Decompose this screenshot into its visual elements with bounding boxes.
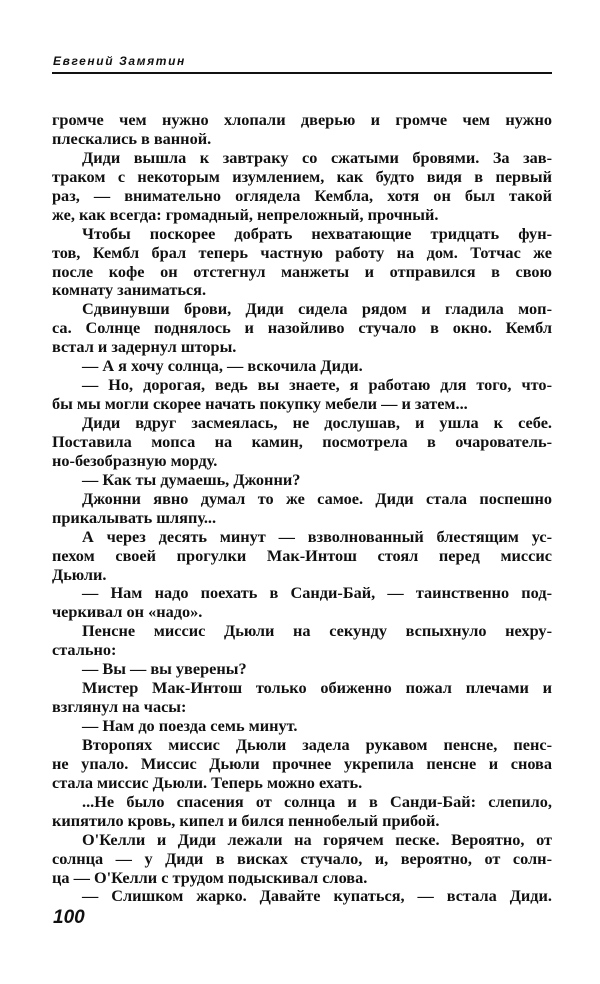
text-line: Мистер Мак-Интош только обиженно пожал плечами и bbox=[82, 678, 552, 698]
text-line: черкивал он «надо». bbox=[52, 602, 203, 622]
text-line: Дьюли. bbox=[52, 564, 107, 584]
text-line: — Нам до поезда семь минут. bbox=[82, 716, 298, 735]
paragraph bbox=[52, 225, 552, 301]
text-line: О'Келли и Диди лежали на горячем песке. Вероятно, от bbox=[82, 829, 552, 849]
paragraph bbox=[52, 679, 552, 717]
text-line: же, как всегда: громадный, непреложный, прочный. bbox=[52, 204, 439, 224]
text-line: — Нам надо поехать в Санди-Бай, — таинственно под- bbox=[82, 583, 552, 603]
paragraph bbox=[52, 300, 552, 357]
text-line: бы мы могли скорее начать покупку мебели — и затем... bbox=[52, 394, 468, 414]
paragraph bbox=[52, 376, 552, 414]
page-body-text bbox=[52, 111, 552, 906]
paragraph bbox=[52, 660, 552, 679]
text-line: — Как ты думаешь, Джонни? bbox=[82, 469, 301, 489]
text-line: пехом своей прогулки Мак-Интош стоял перед миссис bbox=[52, 545, 552, 565]
text-line: Сдвинувши брови, Диди сидела рядом и гладила моп- bbox=[82, 299, 552, 319]
text-line: Джонни явно думал то же самое. Диди стала поспешно bbox=[82, 488, 552, 508]
paragraph bbox=[52, 414, 552, 471]
text-line: солнца — у Диди в висках стучало, и, вероятно, от солн- bbox=[52, 848, 552, 868]
header-rule bbox=[52, 72, 552, 74]
paragraph bbox=[52, 622, 552, 660]
text-line: комнату заниматься. bbox=[52, 280, 207, 300]
text-line: плескались в ванной. bbox=[52, 128, 212, 148]
text-line: — Вы — вы уверены? bbox=[82, 659, 247, 679]
paragraph bbox=[52, 528, 552, 585]
text-line: Диди вдруг засмеялась, не дослушав, и ушла к себе. bbox=[82, 413, 552, 432]
text-line: Чтобы поскорее добрать нехватающие тридцать фун- bbox=[82, 223, 552, 243]
paragraph bbox=[52, 736, 552, 793]
paragraph bbox=[52, 717, 552, 736]
paragraph bbox=[52, 357, 552, 376]
text-line: са. Солнце поднялось и назойливо стучало в окно. Кембл bbox=[52, 318, 552, 338]
text-line: Поставила мопса на камин, посмотрела в очарователь- bbox=[52, 431, 552, 451]
page-number: 100 bbox=[53, 907, 85, 928]
text-line: не упало. Миссис Дьюли прочнее укрепила пенсне и снова bbox=[52, 753, 552, 773]
text-line: Пенсне миссис Дьюли на секунду вспыхнуло нехру- bbox=[82, 621, 552, 641]
text-line: стала миссис Дьюли. Теперь можно ехать. bbox=[52, 772, 363, 792]
text-line: — А я хочу солнца, — вскочила Диди. bbox=[82, 356, 363, 376]
text-line: но-безобразную морду. bbox=[52, 450, 218, 470]
paragraph bbox=[52, 490, 552, 528]
text-line: кипятило кровь, кипел и бился пеннобелый прибой. bbox=[52, 810, 440, 830]
running-header-author: Евгений Замятин bbox=[53, 54, 186, 68]
text-line: траком с некоторым изумлением, как будто видя в первый bbox=[52, 166, 552, 186]
text-line: — Но, дорогая, ведь вы знаете, я работаю для того, что- bbox=[82, 375, 552, 395]
paragraph bbox=[52, 584, 552, 622]
paragraph bbox=[52, 831, 552, 888]
text-line: тов, Кембл брал теперь частную работу на дом. Тотчас же bbox=[52, 242, 552, 262]
text-line: после кофе он отстегнул манжеты и отправился в свою bbox=[52, 261, 552, 281]
text-line: раз, — внимательно оглядела Кембла, хотя он был такой bbox=[52, 185, 552, 205]
text-line: встал и задернул шторы. bbox=[52, 337, 237, 357]
text-line: — Слишком жарко. Давайте купаться, — встала Диди. bbox=[82, 886, 552, 906]
paragraph bbox=[52, 111, 552, 149]
text-line: ...Не было спасения от солнца и в Санди-Бай: слепило, bbox=[82, 791, 552, 811]
text-line: взглянул на часы: bbox=[52, 697, 187, 717]
text-line: стально: bbox=[52, 640, 117, 660]
paragraph bbox=[52, 887, 552, 906]
text-line: ца — О'Келли с трудом подыскивал слова. bbox=[52, 867, 368, 887]
paragraph bbox=[52, 149, 552, 225]
text-line: громче чем нужно хлопали дверью и громче чем нужно bbox=[52, 110, 552, 129]
text-line: прикалывать шляпу... bbox=[52, 507, 217, 527]
text-line: Диди вышла к завтраку со сжатыми бровями. За зав- bbox=[82, 147, 552, 167]
text-line: Второпях миссис Дьюли задела рукавом пенсне, пенс- bbox=[82, 734, 552, 754]
text-line: А через десять минут — взволнованный блестящим ус- bbox=[82, 526, 552, 546]
paragraph bbox=[52, 471, 552, 490]
paragraph bbox=[52, 793, 552, 831]
